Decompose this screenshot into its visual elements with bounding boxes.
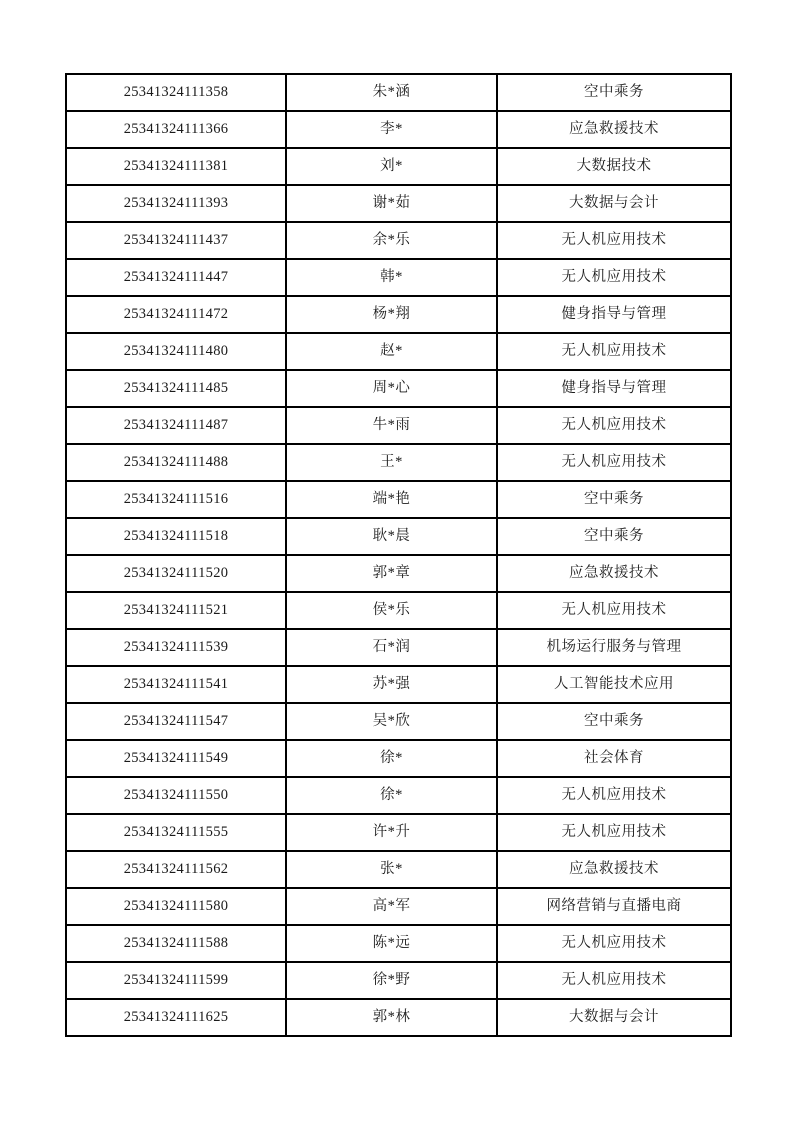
table-row bbox=[66, 703, 731, 740]
cell-major: 大数据与会计 bbox=[497, 999, 731, 1036]
cell-exam-id: 25341324111488 bbox=[66, 444, 286, 481]
table-row bbox=[66, 740, 731, 777]
cell-major: 大数据技术 bbox=[497, 148, 731, 185]
cell-major: 无人机应用技术 bbox=[497, 777, 731, 814]
cell-major: 无人机应用技术 bbox=[497, 592, 731, 629]
cell-exam-id: 25341324111437 bbox=[66, 222, 286, 259]
table-row bbox=[66, 999, 731, 1036]
table-row bbox=[66, 518, 731, 555]
cell-exam-id: 25341324111518 bbox=[66, 518, 286, 555]
cell-major: 空中乘务 bbox=[497, 518, 731, 555]
cell-name: 朱*涵 bbox=[286, 74, 497, 111]
cell-major: 无人机应用技术 bbox=[497, 444, 731, 481]
cell-exam-id: 25341324111547 bbox=[66, 703, 286, 740]
table-row bbox=[66, 148, 731, 185]
cell-major: 无人机应用技术 bbox=[497, 222, 731, 259]
cell-name: 徐* bbox=[286, 777, 497, 814]
cell-major: 无人机应用技术 bbox=[497, 962, 731, 999]
cell-exam-id: 25341324111358 bbox=[66, 74, 286, 111]
cell-name: 余*乐 bbox=[286, 222, 497, 259]
student-roster-table bbox=[65, 73, 732, 1037]
table-row bbox=[66, 74, 731, 111]
cell-major: 空中乘务 bbox=[497, 74, 731, 111]
cell-major: 应急救援技术 bbox=[497, 555, 731, 592]
cell-major: 无人机应用技术 bbox=[497, 407, 731, 444]
cell-major: 大数据与会计 bbox=[497, 185, 731, 222]
table-body bbox=[66, 74, 731, 1036]
cell-name: 李* bbox=[286, 111, 497, 148]
cell-major: 无人机应用技术 bbox=[497, 925, 731, 962]
table-row bbox=[66, 222, 731, 259]
table-row bbox=[66, 666, 731, 703]
cell-major: 人工智能技术应用 bbox=[497, 666, 731, 703]
table-row bbox=[66, 888, 731, 925]
table-row bbox=[66, 444, 731, 481]
cell-major: 无人机应用技术 bbox=[497, 259, 731, 296]
cell-exam-id: 25341324111485 bbox=[66, 370, 286, 407]
cell-exam-id: 25341324111516 bbox=[66, 481, 286, 518]
cell-name: 端*艳 bbox=[286, 481, 497, 518]
cell-major: 机场运行服务与管理 bbox=[497, 629, 731, 666]
table-row bbox=[66, 370, 731, 407]
cell-exam-id: 25341324111393 bbox=[66, 185, 286, 222]
cell-major: 无人机应用技术 bbox=[497, 814, 731, 851]
cell-exam-id: 25341324111555 bbox=[66, 814, 286, 851]
cell-exam-id: 25341324111480 bbox=[66, 333, 286, 370]
cell-name: 杨*翔 bbox=[286, 296, 497, 333]
cell-major: 空中乘务 bbox=[497, 703, 731, 740]
table-row bbox=[66, 296, 731, 333]
cell-exam-id: 25341324111447 bbox=[66, 259, 286, 296]
cell-name: 郭*章 bbox=[286, 555, 497, 592]
table-row bbox=[66, 629, 731, 666]
cell-exam-id: 25341324111472 bbox=[66, 296, 286, 333]
cell-exam-id: 25341324111381 bbox=[66, 148, 286, 185]
cell-name: 高*军 bbox=[286, 888, 497, 925]
cell-major: 健身指导与管理 bbox=[497, 296, 731, 333]
cell-major: 社会体育 bbox=[497, 740, 731, 777]
cell-exam-id: 25341324111625 bbox=[66, 999, 286, 1036]
cell-exam-id: 25341324111549 bbox=[66, 740, 286, 777]
cell-exam-id: 25341324111521 bbox=[66, 592, 286, 629]
table-row bbox=[66, 111, 731, 148]
table-row bbox=[66, 481, 731, 518]
cell-exam-id: 25341324111562 bbox=[66, 851, 286, 888]
cell-name: 张* bbox=[286, 851, 497, 888]
table-row bbox=[66, 185, 731, 222]
cell-exam-id: 25341324111539 bbox=[66, 629, 286, 666]
cell-name: 耿*晨 bbox=[286, 518, 497, 555]
cell-name: 石*润 bbox=[286, 629, 497, 666]
table-row bbox=[66, 333, 731, 370]
cell-exam-id: 25341324111580 bbox=[66, 888, 286, 925]
table-row bbox=[66, 592, 731, 629]
cell-name: 陈*远 bbox=[286, 925, 497, 962]
cell-exam-id: 25341324111366 bbox=[66, 111, 286, 148]
table-row bbox=[66, 962, 731, 999]
table-row bbox=[66, 851, 731, 888]
cell-major: 应急救援技术 bbox=[497, 851, 731, 888]
table-row bbox=[66, 259, 731, 296]
cell-exam-id: 25341324111520 bbox=[66, 555, 286, 592]
table-row bbox=[66, 555, 731, 592]
cell-exam-id: 25341324111599 bbox=[66, 962, 286, 999]
table-row bbox=[66, 925, 731, 962]
cell-name: 赵* bbox=[286, 333, 497, 370]
cell-major: 应急救援技术 bbox=[497, 111, 731, 148]
cell-exam-id: 25341324111550 bbox=[66, 777, 286, 814]
table-row bbox=[66, 407, 731, 444]
cell-name: 周*心 bbox=[286, 370, 497, 407]
table-row bbox=[66, 777, 731, 814]
cell-name: 谢*茹 bbox=[286, 185, 497, 222]
cell-name: 苏*强 bbox=[286, 666, 497, 703]
cell-name: 许*升 bbox=[286, 814, 497, 851]
cell-exam-id: 25341324111487 bbox=[66, 407, 286, 444]
cell-major: 健身指导与管理 bbox=[497, 370, 731, 407]
table-row bbox=[66, 814, 731, 851]
cell-name: 韩* bbox=[286, 259, 497, 296]
cell-name: 徐* bbox=[286, 740, 497, 777]
cell-exam-id: 25341324111541 bbox=[66, 666, 286, 703]
cell-name: 侯*乐 bbox=[286, 592, 497, 629]
cell-name: 吴*欣 bbox=[286, 703, 497, 740]
cell-major: 空中乘务 bbox=[497, 481, 731, 518]
cell-name: 王* bbox=[286, 444, 497, 481]
cell-name: 郭*林 bbox=[286, 999, 497, 1036]
cell-name: 牛*雨 bbox=[286, 407, 497, 444]
cell-name: 徐*野 bbox=[286, 962, 497, 999]
cell-major: 无人机应用技术 bbox=[497, 333, 731, 370]
cell-name: 刘* bbox=[286, 148, 497, 185]
cell-major: 网络营销与直播电商 bbox=[497, 888, 731, 925]
cell-exam-id: 25341324111588 bbox=[66, 925, 286, 962]
